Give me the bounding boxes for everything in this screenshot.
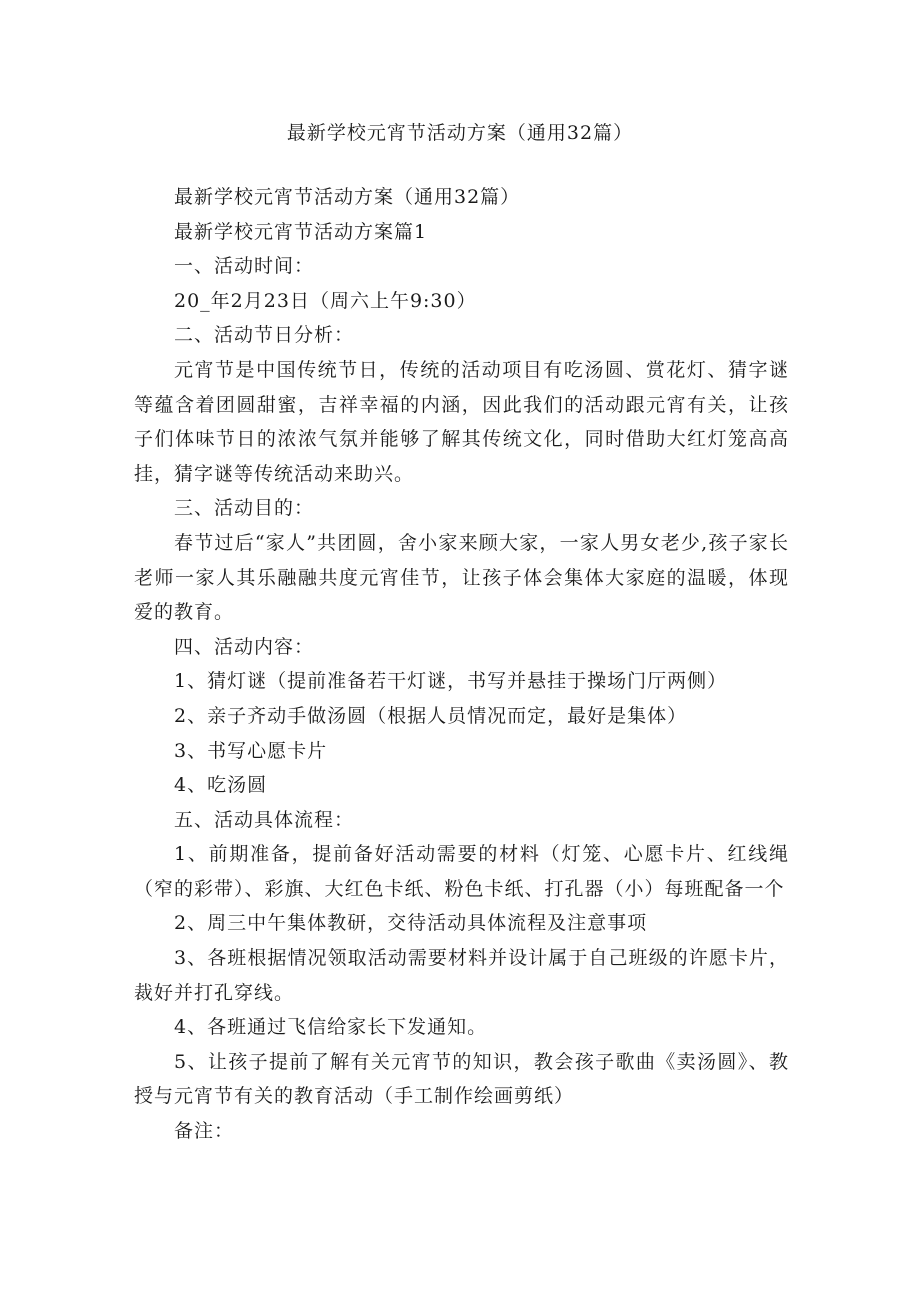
section-heading: 二、活动节日分析： [174,324,355,347]
list-item: 1、前期准备，提前备好活动需要的材料（灯笼、心愿卡片、红线绳（窄的彩带）、彩旗、大红色卡纸、粉色卡纸、打孔器（小）每班配备一个 [134,843,789,900]
list-item: 1、猜灯谜（提前准备若干灯谜，书写并悬挂于操场门厅两侧） [174,670,728,693]
list-item: 2、亲子齐动手做汤圆（根据人员情况而定，最好是集体） [174,704,688,727]
list-item: 2、周三中午集体教研，交待活动具体流程及注意事项 [174,912,648,935]
section-heading: 三、活动目的： [174,497,315,520]
section-heading: 四、活动内容： [174,635,315,658]
paragraph: 元宵节是中国传统节日，传统的活动项目有吃汤圆、赏花灯、猜字谜等蕴含着团圆甜蜜，吉祥幸福的内涵，因此我们的活动跟元宵有关，让孩子们体味节日的浓浓气氛并能够了解其传统文化，同时借助大红灯笼高高挂，猜字谜等传统活动来助兴。 [134,358,789,485]
section-heading: 五、活动具体流程： [174,808,355,831]
paragraph: 20_年2月23日（周六上午9:30） [174,289,477,312]
document-body [134,180,789,1149]
paragraph: 备注： [174,1120,235,1143]
document-title: 最新学校元宵节活动方案（通用32篇） [286,122,634,144]
list-item: 4、吃汤圆 [174,774,268,797]
list-item: 3、书写心愿卡片 [174,739,328,762]
paragraph: 春节过后“家人”共团圆，舍小家来顾大家，一家人男女老少,孩子家长老师一家人其乐融融共度元宵佳节，让孩子体会集体大家庭的温暖，体现爱的教育。 [134,531,789,624]
paragraph: 最新学校元宵节活动方案篇1 [174,220,428,243]
list-item: 3、各班根据情况领取活动需要材料并设计属于自己班级的许愿卡片，裁好并打孔穿线。 [134,947,789,1004]
list-item: 4、各班通过飞信给家长下发通知。 [174,1016,488,1039]
paragraph: 最新学校元宵节活动方案（通用32篇） [174,186,521,208]
list-item: 5、让孩子提前了解有关元宵节的知识，教会孩子歌曲《卖汤圆》、教授与元宵节有关的教育活动（手工制作绘画剪纸） [134,1050,789,1108]
section-heading: 一、活动时间： [174,255,315,278]
